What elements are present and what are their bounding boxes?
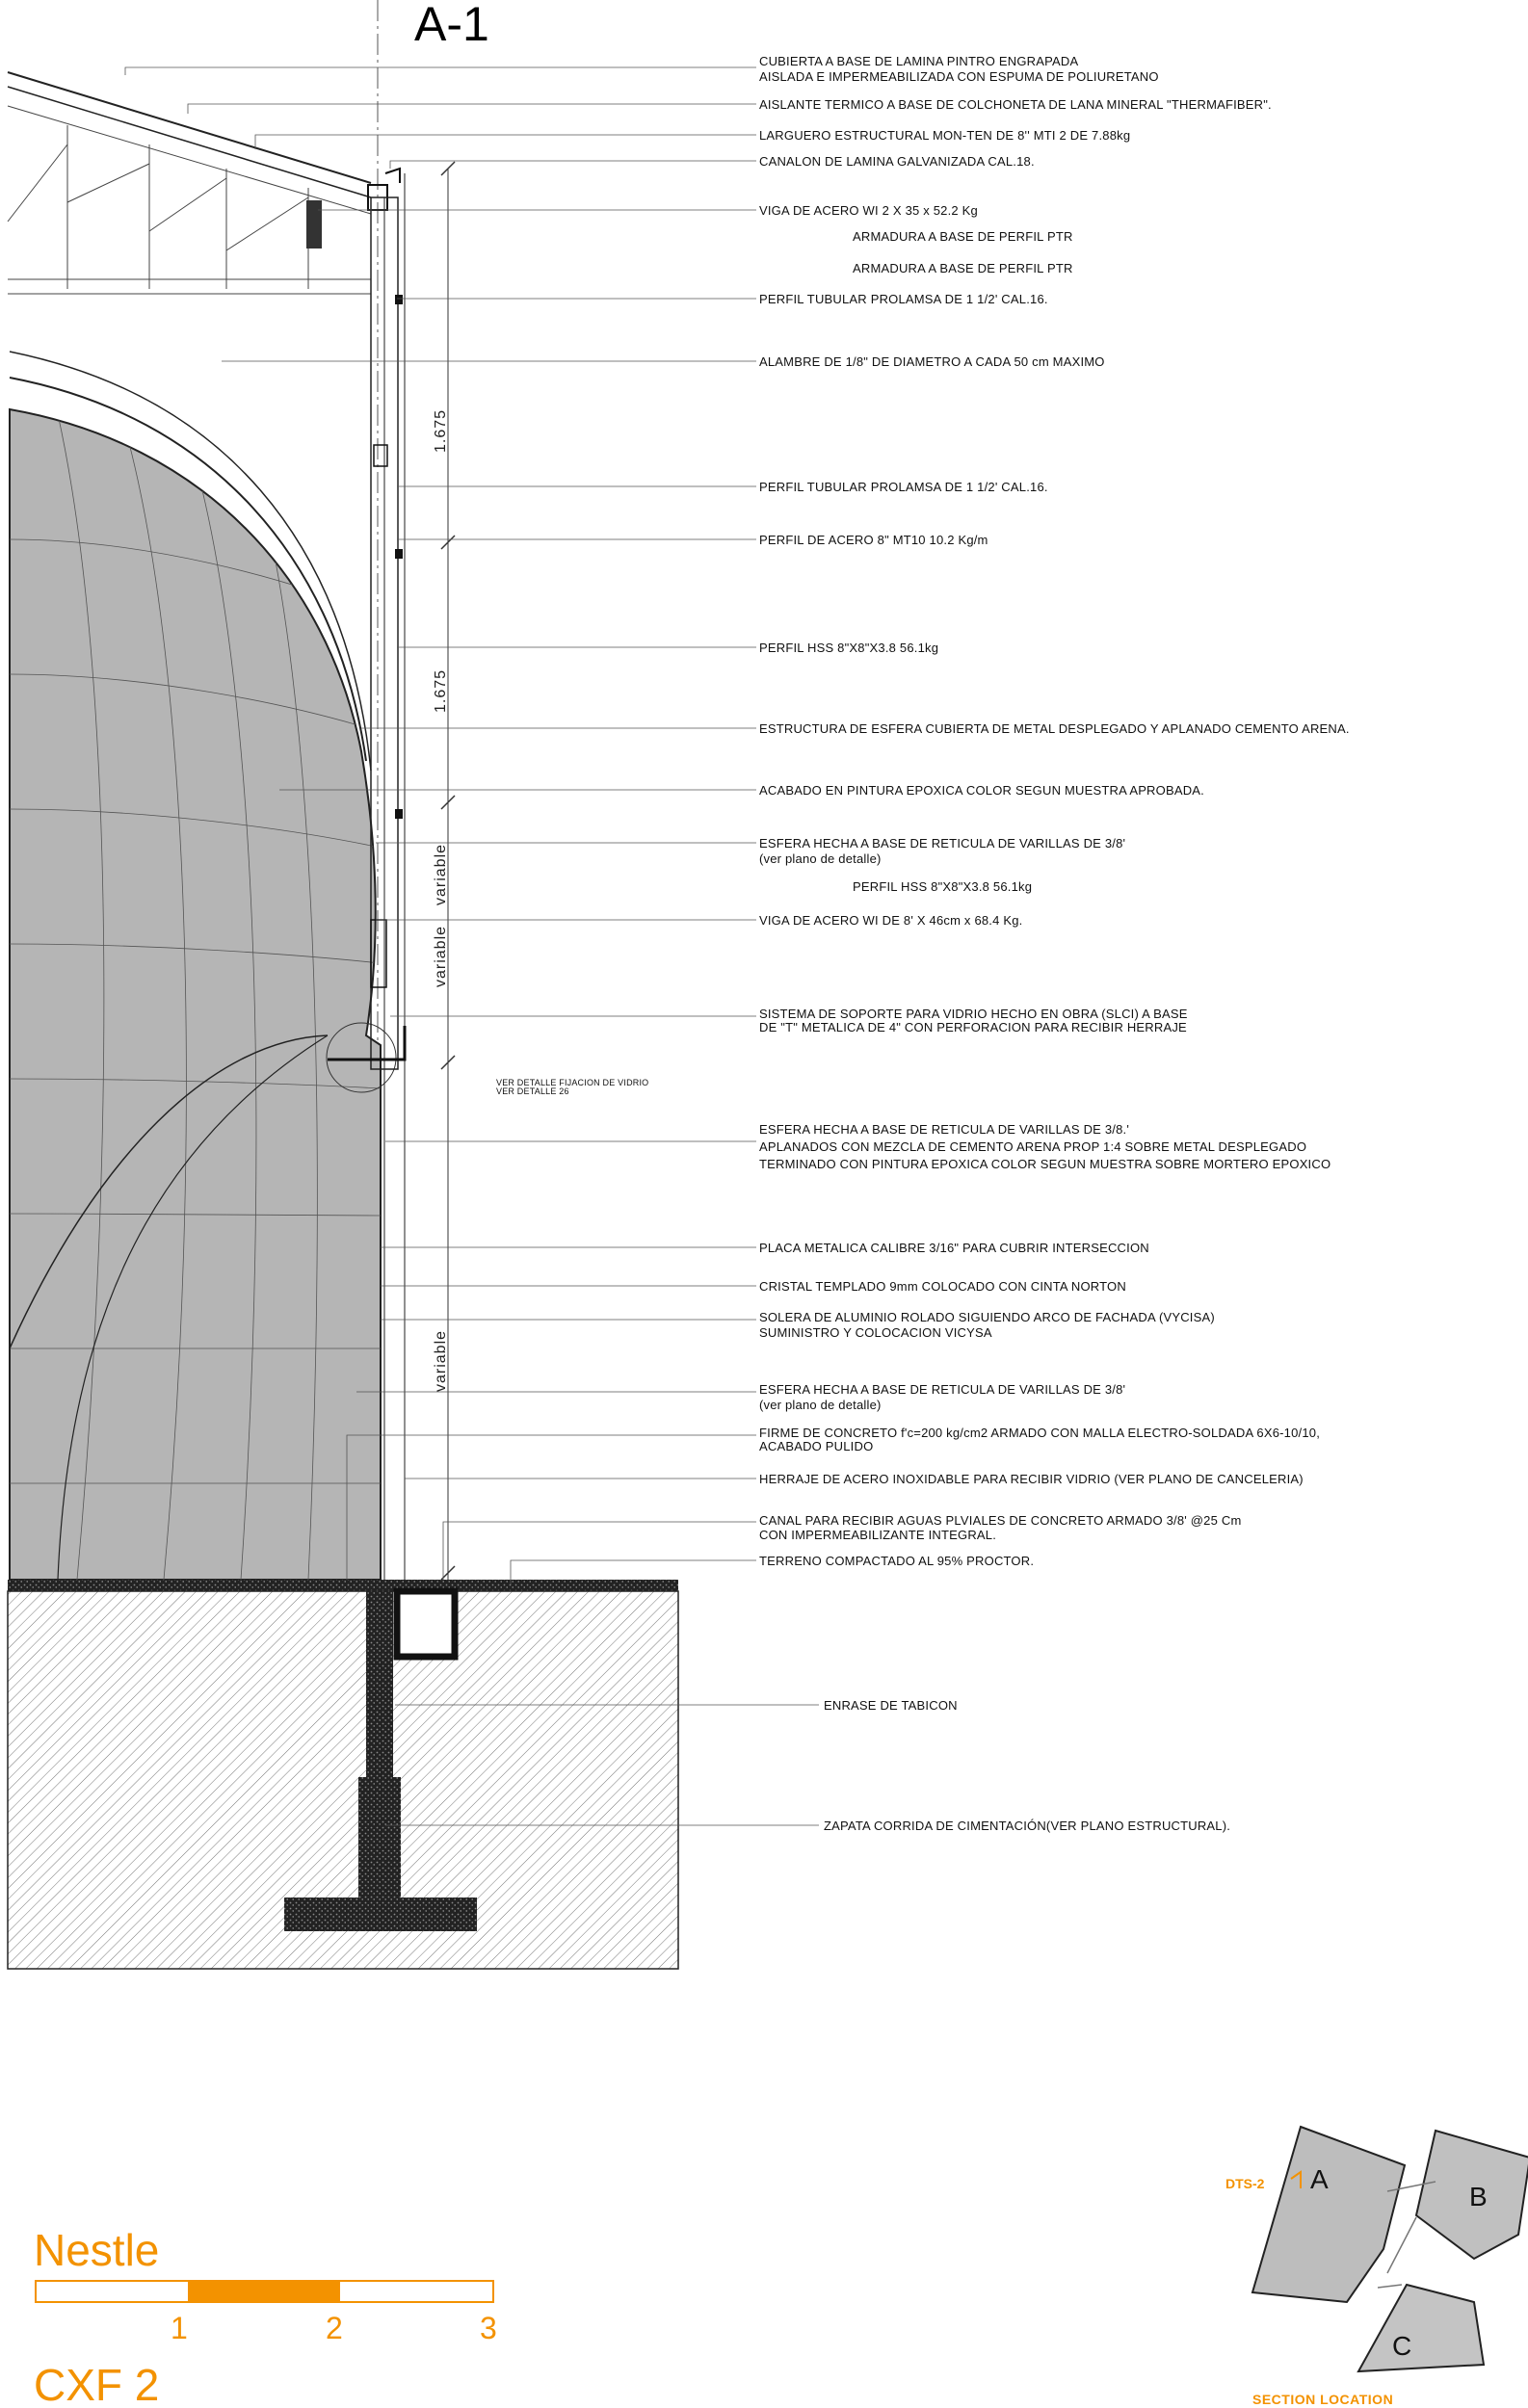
- note: ARMADURA A BASE DE PERFIL PTR: [853, 229, 1073, 244]
- note: AISLANTE TERMICO A BASE DE COLCHONETA DE LANA MINERAL "THERMAFIBER".: [759, 97, 1272, 112]
- dimension-label: variable: [433, 925, 449, 987]
- note: ARMADURA A BASE DE PERFIL PTR: [853, 261, 1073, 275]
- note: ESFERA HECHA A BASE DE RETICULA DE VARILLAS DE 3/8' (ver plano de detalle): [759, 1382, 1126, 1412]
- note: CANALON DE LAMINA GALVANIZADA CAL.18.: [759, 154, 1035, 169]
- section-location-map: [1225, 2127, 1528, 2407]
- note: PERFIL HSS 8"X8"X3.8 56.1kg: [853, 879, 1033, 894]
- dimension-label: 1.675: [433, 408, 449, 453]
- note: FIRME DE CONCRETO f'c=200 kg/cm2 ARMADO CON MALLA ELECTRO-SOLDADA 6X6-10/10, ACABADO PULIDO: [759, 1426, 1321, 1453]
- note: HERRAJE DE ACERO INOXIDABLE PARA RECIBIR VIDRIO (VER PLANO DE CANCELERIA): [759, 1472, 1304, 1486]
- note: CUBIERTA A BASE DE LAMINA PINTRO ENGRAPADA AISLADA E IMPERMEABILIZADA CON ESPUMA DE POLIURETANO: [759, 54, 1159, 84]
- sheet-code: CXF 2: [34, 2360, 160, 2408]
- note: CRISTAL TEMPLADO 9mm COLOCADO CON CINTA NORTON: [759, 1279, 1126, 1294]
- note: SISTEMA DE SOPORTE PARA VIDRIO HECHO EN OBRA (SLCI) A BASE DE "T" METALICA DE 4" CON PERFORACION PARA RECIBIR HERRAJE: [759, 1007, 1188, 1034]
- note: ACABADO EN PINTURA EPOXICA COLOR SEGUN MUESTRA APROBADA.: [759, 783, 1204, 798]
- zone-label-b: B: [1469, 2182, 1488, 2212]
- note: ALAMBRE DE 1/8" DE DIAMETRO A CADA 50 cm MAXIMO: [759, 354, 1105, 369]
- note: PERFIL HSS 8"X8"X3.8 56.1kg: [759, 641, 939, 655]
- scale-label: 3: [480, 2311, 497, 2345]
- project-name: Nestle: [34, 2225, 160, 2275]
- section-location-caption: SECTION LOCATION: [1252, 2392, 1394, 2407]
- drawing-title: A-1: [414, 0, 489, 51]
- sphere-shell: [10, 352, 396, 1580]
- note: PERFIL TUBULAR PROLAMSA DE 1 1/2' CAL.16.: [759, 292, 1048, 306]
- dimension-label: variable: [433, 1329, 449, 1392]
- note: PERFIL TUBULAR PROLAMSA DE 1 1/2' CAL.16.: [759, 480, 1048, 494]
- note: PERFIL DE ACERO 8" MT10 10.2 Kg/m: [759, 533, 988, 547]
- note: TERRENO COMPACTADO AL 95% PROCTOR.: [759, 1554, 1035, 1568]
- note: ZAPATA CORRIDA DE CIMENTACIÓN(VER PLANO ESTRUCTURAL).: [824, 1819, 1231, 1833]
- zone-a-shape: [1252, 2127, 1405, 2302]
- note: LARGUERO ESTRUCTURAL MON-TEN DE 8'' MTI 2 DE 7.88kg: [759, 128, 1131, 143]
- scale-bar-fill: [188, 2281, 340, 2302]
- note: VIGA DE ACERO WI DE 8' X 46cm x 68.4 Kg.: [759, 913, 1023, 928]
- zone-label-c: C: [1392, 2331, 1412, 2361]
- note: ENRASE DE TABICON: [824, 1698, 958, 1713]
- note: SOLERA DE ALUMINIO ROLADO SIGUIENDO ARCO DE FACHADA (VYCISA) SUMINISTRO Y COLOCACION VICYSA: [759, 1310, 1215, 1340]
- title-block: [34, 2225, 497, 2408]
- roof-assembly: [8, 72, 400, 294]
- scale-label: 2: [326, 2311, 343, 2345]
- note: ESFERA HECHA A BASE DE RETICULA DE VARILLAS DE 3/8' (ver plano de detalle): [759, 836, 1126, 866]
- note: ESFERA HECHA A BASE DE RETICULA DE VARILLAS DE 3/8.' APLANADOS CON MEZCLA DE CEMENTO ARENA PROP 1:4 SOBRE METAL DESPLEGADO TERMINADO CON PINTURA EPOXICA COLOR SEGUN MUESTRA SOBRE MORTERO EPOXICO: [759, 1122, 1331, 1171]
- detail-reference: VER DETALLE FIJACION DE VIDRIO VER DETALLE 26: [496, 1078, 649, 1096]
- note: CANAL PARA RECIBIR AGUAS PLVIALES DE CONCRETO ARMADO 3/8' @25 Cm CON IMPERMEABILIZANTE INTEGRAL.: [759, 1513, 1242, 1542]
- note: PLACA METALICA CALIBRE 3/16" PARA CUBRIR INTERSECCION: [759, 1241, 1149, 1255]
- scale-label: 1: [171, 2311, 188, 2345]
- dimension-label: variable: [433, 843, 449, 905]
- zone-c-shape: [1358, 2285, 1484, 2371]
- dimension-label: 1.675: [433, 668, 449, 713]
- note: VIGA DE ACERO WI 2 X 35 x 52.2 Kg: [759, 203, 978, 218]
- note: ESTRUCTURA DE ESFERA CUBIERTA DE METAL DESPLEGADO Y APLANADO CEMENTO ARENA.: [759, 721, 1350, 736]
- foundation: [8, 1580, 678, 1969]
- annotation-notes: [759, 54, 1350, 1833]
- section-tag: DTS-2: [1225, 2176, 1265, 2191]
- zone-label-a: A: [1310, 2164, 1329, 2194]
